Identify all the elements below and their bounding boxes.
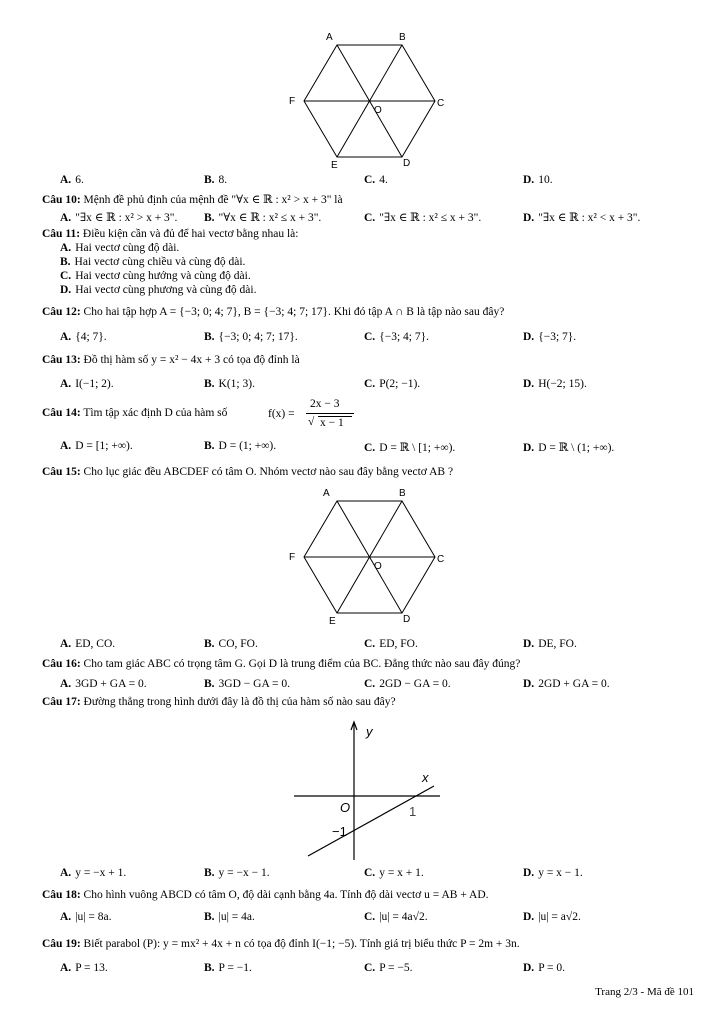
vertex-label-f: F: [289, 552, 296, 563]
vertex-label-f: F: [289, 96, 296, 107]
question-16: Câu 16: Cho tam giác ABC có trọng tâm G. Gọi D là trung điểm của BC. Đẳng thức nào sau đây đúng?: [42, 658, 521, 670]
q18-option-a[interactable]: A. |u| = 8a.: [60, 911, 112, 923]
q19-option-b[interactable]: B. P = −1.: [204, 962, 252, 974]
q12-option-c[interactable]: C. {−3; 4; 7}.: [364, 331, 429, 343]
q16-option-c[interactable]: C. 2GD − GA = 0.: [364, 678, 451, 690]
q17-option-b[interactable]: B. y = −x − 1.: [204, 867, 270, 879]
q14-option-d[interactable]: D. D = ℝ \ (1; +∞).: [523, 442, 615, 454]
vertex-label-e: E: [329, 616, 336, 627]
question-15: Câu 15: Cho lục giác đều ABCDEF có tâm O. Nhóm vectơ nào sau đây bằng vectơ AB ?: [42, 466, 454, 478]
question-12: Câu 12: Cho hai tập hợp A = {−3; 0; 4; 7}, B = {−3; 4; 7; 17}. Khi đó tập A ∩ B là tập nào sau đây?: [42, 306, 505, 318]
tick-label-one: 1: [409, 804, 417, 819]
q10-option-c[interactable]: C. "∃x ∈ ℝ : x² ≤ x + 3".: [364, 212, 482, 224]
question-17: Câu 17: Đường thẳng trong hình dưới đây là đồ thị của hàm số nào sau đây?: [42, 696, 396, 708]
vertex-label-e: E: [331, 160, 338, 171]
q13-option-c[interactable]: C. P(2; −1).: [364, 378, 421, 390]
q9-option-a[interactable]: A. 6.: [60, 174, 84, 186]
q14-option-c[interactable]: C. D = ℝ \ [1; +∞).: [364, 442, 456, 454]
vertex-label-d: D: [403, 614, 411, 625]
q10-option-b[interactable]: B. "∀x ∈ ℝ : x² ≤ x + 3".: [204, 212, 322, 224]
vertex-label-c: C: [437, 554, 445, 565]
vertex-label-c: C: [437, 98, 445, 109]
q11-option-b[interactable]: B. Hai vectơ cùng chiều và cùng độ dài.: [60, 256, 246, 268]
line-graph-figure: [290, 714, 450, 864]
question-18: Câu 18: Cho hình vuông ABCD có tâm O, độ dài cạnh bằng 4a. Tính độ dài vectơ u = AB + AD.: [42, 889, 489, 901]
q9-option-b[interactable]: B. 8.: [204, 174, 228, 186]
q14-option-b[interactable]: B. D = (1; +∞).: [204, 440, 277, 452]
q16-option-b[interactable]: B. 3GD − GA = 0.: [204, 678, 290, 690]
q15-option-a[interactable]: A. ED, CO.: [60, 638, 116, 650]
q11-option-c[interactable]: C. Hai vectơ cùng hướng và cùng độ dài.: [60, 270, 251, 282]
question-14: Câu 14: Tìm tập xác định D của hàm số: [42, 407, 228, 419]
q9-option-c[interactable]: C. 4.: [364, 174, 388, 186]
origin-label: O: [340, 800, 351, 815]
q19-option-d[interactable]: D. P = 0.: [523, 962, 566, 974]
q15-option-b[interactable]: B. CO, FO.: [204, 638, 258, 650]
q16-option-d[interactable]: D. 2GD + GA = 0.: [523, 678, 610, 690]
q13-option-b[interactable]: B. K(1; 3).: [204, 378, 255, 390]
q18-option-b[interactable]: B. |u| = 4a.: [204, 911, 255, 923]
q12-option-b[interactable]: B. {−3; 0; 4; 7; 17}.: [204, 331, 298, 343]
question-11: Câu 11: Điều kiện cần và đủ để hai vectơ bằng nhau là:: [42, 228, 299, 240]
q10-option-a[interactable]: A. "∃x ∈ ℝ : x² > x + 3".: [60, 212, 178, 224]
vertex-label-a: A: [326, 32, 333, 43]
q16-option-a[interactable]: A. 3GD + GA = 0.: [60, 678, 147, 690]
q17-option-c[interactable]: C. y = x + 1.: [364, 867, 424, 879]
q12-option-d[interactable]: D. {−3; 7}.: [523, 331, 577, 343]
axis-label-y: y: [366, 724, 373, 739]
q14-option-a[interactable]: A. D = [1; +∞).: [60, 440, 133, 452]
q15-option-c[interactable]: C. ED, FO.: [364, 638, 418, 650]
center-label-o: O: [374, 561, 382, 572]
q10-option-d[interactable]: D. "∃x ∈ ℝ : x² < x + 3".: [523, 212, 641, 224]
q17-option-d[interactable]: D. y = x − 1.: [523, 867, 583, 879]
vertex-label-b: B: [399, 32, 406, 43]
vertex-label-d: D: [403, 158, 411, 169]
q13-option-a[interactable]: A. I(−1; 2).: [60, 378, 114, 390]
q15-option-d[interactable]: D. DE, FO.: [523, 638, 577, 650]
center-label-o: O: [374, 105, 382, 116]
q11-option-a[interactable]: A. Hai vectơ cùng độ dài.: [60, 242, 180, 254]
axis-label-x: x: [422, 770, 429, 785]
hexagon-figure-top: [285, 28, 455, 173]
q18-option-c[interactable]: C. |u| = 4a√2.: [364, 911, 428, 923]
vertex-label-b: B: [399, 488, 406, 499]
q19-option-c[interactable]: C. P = −5.: [364, 962, 413, 974]
q17-option-a[interactable]: A. y = −x + 1.: [60, 867, 127, 879]
question-19: Câu 19: Biết parabol (P): y = mx² + 4x + n có tọa độ đỉnh I(−1; −5). Tính giá trị biểu thức P = 2m + 3n.: [42, 938, 520, 950]
q9-option-d[interactable]: D. 10.: [523, 174, 553, 186]
vertex-label-a: A: [323, 488, 330, 499]
q19-option-a[interactable]: A. P = 13.: [60, 962, 108, 974]
question-13: Câu 13: Đồ thị hàm số y = x² − 4x + 3 có tọa độ đỉnh là: [42, 354, 300, 366]
q12-option-a[interactable]: A. {4; 7}.: [60, 331, 107, 343]
q18-option-d[interactable]: D. |u| = a√2.: [523, 911, 581, 923]
tick-label-minus-one: −1: [332, 824, 347, 839]
question-10: Câu 10: Mệnh đề phủ định của mệnh đề "∀x ∈ ℝ : x² > x + 3" là: [42, 194, 343, 206]
page-footer: Trang 2/3 - Mã đề 101: [595, 986, 694, 998]
hexagon-figure-q15: [285, 484, 455, 629]
q13-option-d[interactable]: D. H(−2; 15).: [523, 378, 587, 390]
q11-option-d[interactable]: D. Hai vectơ cùng phương và cùng độ dài.: [60, 284, 257, 296]
